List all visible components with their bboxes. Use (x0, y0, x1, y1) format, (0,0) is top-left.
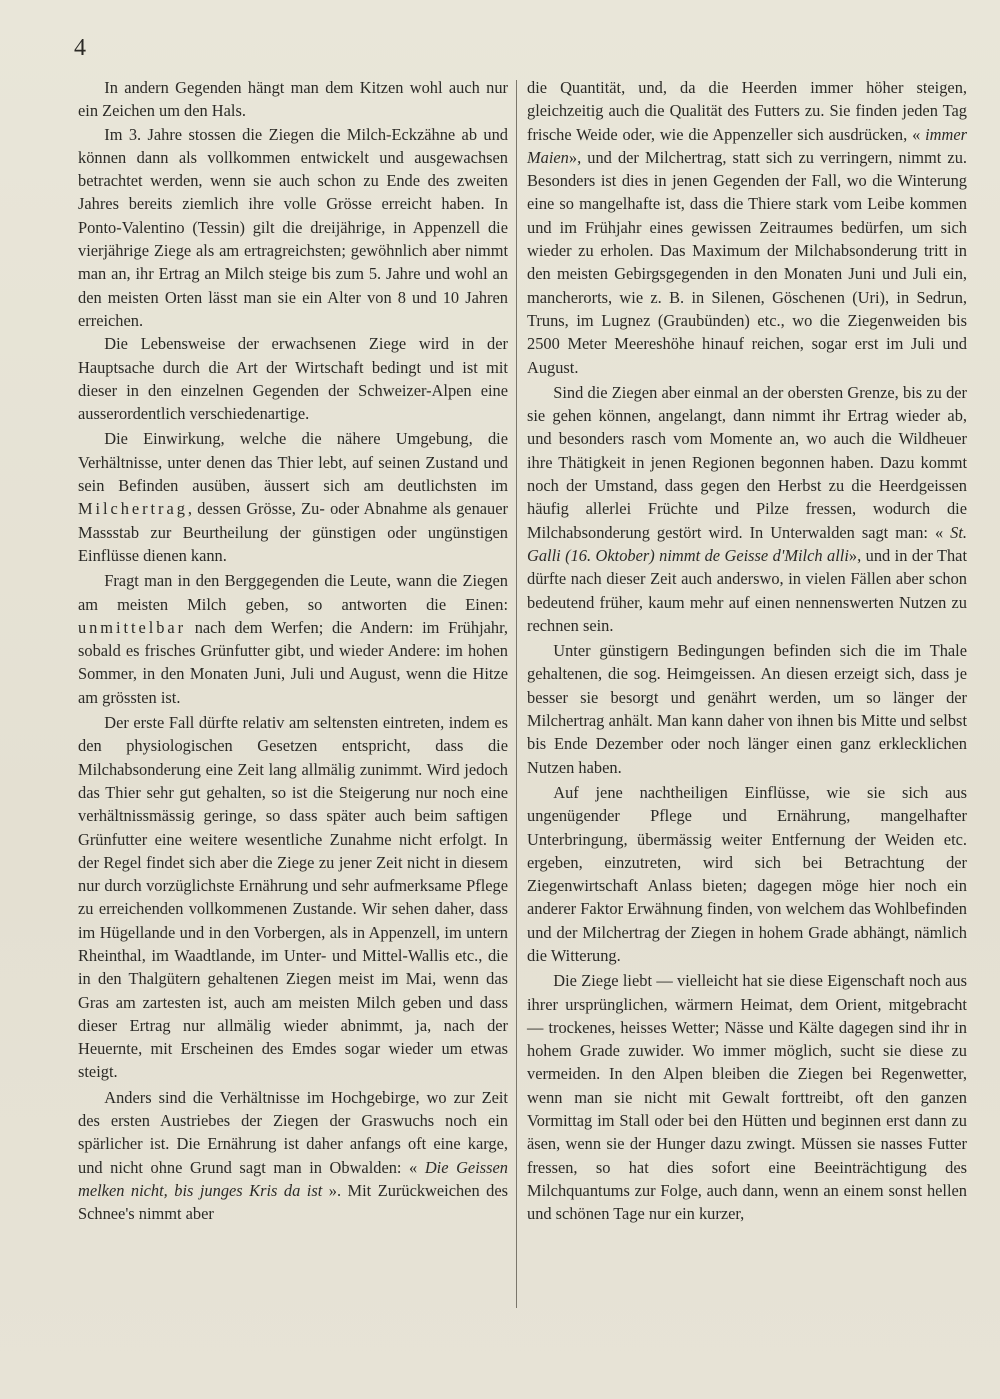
paragraph (527, 76, 967, 379)
quote: immer Maien (527, 124, 967, 167)
paragraph: Auf jene nachtheiligen Einflüsse, wie sie sich aus ungenügender Pflege und Ernährung, mangelhafter Unterbringung, übermässig weiter Entfernung der Weiden etc. ergeben, einzutreten, wird sich bei Betrachtung der Ziegenwirtschaft Anlass bieten; dagegen möge hier noch ein anderer Faktor Erwähnung finden, von welchem das Wohlbefinden und der Milchertrag der Ziegen in hohem Grade abhängt, nämlich die Witterung. (527, 782, 967, 965)
text-run: nach dem Werfen; die Andern: im Frühjahr, sobald es frisches Grünfutter gibt, und wieder Andere: im hohen Sommer, in den Monaten Juni, Juli und August, wenn die Hitze am grössten ist. (78, 617, 508, 707)
text-run: die Quantität, und, da die Heerden immer höher steigen, gleichzeitig auch die Qualität des Futters zu. Sie finden jeden Tag frische Weide oder, wie die Appenzeller sich ausdrücken, « (527, 78, 967, 144)
text-run: », und in der That dürfte nach dieser Zeit auch anderswo, in vielen Fällen aber schon bedeutend früher, kaum mehr auf einen nennenswerten Nutzen zu rechnen sein. (527, 545, 968, 635)
column-divider (516, 80, 517, 1308)
text-run: ». Mit Zurückweichen des Schnee's nimmt aber (78, 1180, 508, 1224)
left-column (78, 76, 508, 1226)
quote: Die Geissen melken nicht, bis junges Kris da ist (78, 1157, 508, 1200)
spaced-term: Milchertrag (78, 499, 188, 519)
text-run: Die Einwirkung, welche die nähere Umgebung, die Verhältnisse, unter denen das Thier lebt, auf seinen Zustand und sein Befinden ausüben, äussert sich am deutlichsten im (78, 429, 508, 496)
page-number: 4 (74, 35, 86, 61)
text-run: , dessen Grösse, Zu- oder Abnahme als genauer Massstab zur Beurtheilung der günstigen oder ungünstigen Einflüsse dienen kann. (78, 499, 508, 565)
spaced-term: unmittelbar (78, 617, 187, 637)
paragraph: In andern Gegenden hängt man dem Kitzen wohl auch nur ein Zeichen um den Hals. (78, 78, 508, 121)
paragraph: Die Lebensweise der erwachsenen Ziege wird in der Hauptsache durch die Art der Wirtschaft bedingt und ist mit dieser in den einzelnen Gegenden der Schweizer-Alpen eine ausserordentlich verschiedenartige. (78, 334, 508, 424)
paragraph: Die Ziege liebt — vielleicht hat sie diese Eigenschaft noch aus ihrer ursprünglichen, wärmern Heimat, dem Orient, mitgebracht — trockenes, heisses Wetter; Nässe und Kälte dagegen sind ihr in hohem Grade zuwider. Wo immer möglich, sucht sie diese zu vermeiden. In den Alpen bleiben die Ziegen bei Regenwetter, wenn man sie nicht mit Gewalt forttreibt, oft den ganzen Vormittag im Stall oder bei den Hütten und beginnen erst dann zu äsen, wenn sie der Hunger dazu zwingt. Müssen sie nasses Futter fressen, so hat dies sofort eine Beeinträchtigung des Milchquantums zur Folge, auch dann, wenn an einem sonst hellen und schönen Tage nur ein kurzer, (527, 971, 967, 1224)
paragraph: Unter günstigern Bedingungen befinden sich die im Thale gehaltenen, die sog. Heimgeissen. An diesen erzeigt sich, dass je besser sie besorgt und genährt werden, um so länger der Milchertrag anhält. Man kann daher von ihnen bis Mitte und selbst bis Ende Dezember oder noch länger einen ganz erklecklichen Nutzen haben. (527, 641, 967, 777)
paragraph (78, 569, 508, 709)
right-column (527, 76, 967, 1226)
text-run: Sind die Ziegen aber einmal an der obersten Grenze, bis zu der sie gehen können, angelangt, dann nimmt ihr Ertrag wieder ab, und besonders rasch vom Momente an, wo auch die Wildheuer ihre Thätigkeit in jenen Regionen begonnen haben. Dazu kommt noch der Umstand, dass gegen den Herbst zu die Heerdgeissen häufig allerlei Früchte und Pilze fressen, wodurch die Milchabsonderung gestört wird. In Unterwalden sagt man: « (527, 382, 967, 542)
paragraph: Der erste Fall dürfte relativ am seltensten eintreten, indem es den physiologischen Gesetzen entspricht, dass die Milchabsonderung eine Zeit lang allmälig zunimmt. Wird jedoch das Thier sehr gut gehalten, so ist die Steigerung nur noch eine verhältnissmässig geringe, so dass später auch beim saftigen Grünfutter eine weitere wesentliche Zunahme nicht erfolgt. In der Regel findet sich aber die Ziege zu jener Zeit nicht in diesem nur durch vorzüglichste Ernährung und sehr aufmerksame Pflege zu erreichenden vollkommenen Zustande. Wir sehen daher, dass im Hügellande und in den Vorbergen, als in Appenzell, im untern Rheinthal, im Waadtlande, im Unter- und Mittel-Wallis etc., die in den Thalgütern gehaltenen Ziegen meist im Mai, wenn das Gras am zartesten ist, auch am meisten Milch geben und dass dieser Ertrag nur allmälig wieder abnimmt, ja, nach der Heuernte, mit Erscheinen des Emdes sogar wieder um etwas steigt. (78, 713, 508, 1082)
text-run: », und der Milchertrag, statt sich zu verringern, nimmt zu. Besonders ist dies in jenen Gegenden der Fall, wo die Winterung eine so mangelhafte ist, dass die Thiere stark vom Leibe kommen und im Frühjahr eines gewissen Zeitraumes bedürfen, um sich wieder zu erholen. Das Maximum der Milchabsonderung tritt in den meisten Gebirgsgegenden in den Monaten Juni und Juli ein, mancherorts, wie z. B. in Silenen, Göschenen (Uri), in Sedrun, Truns, im Lugnez (Graubünden) etc., wo die Ziegenweiden bis 2500 Meter Meereshöhe hinauf reichen, sogar erst im Juli und August. (527, 147, 967, 377)
paragraph: Im 3. Jahre stossen die Ziegen die Milch-Eckzähne ab und können dann als vollkommen entwickelt und ausgewachsen betrachtet werden, wenn sie auch schon zu Ende des zweiten Jahres bereits ziemlich ihre volle Grösse erreicht haben. In Ponto-Valentino (Tessin) gilt die dreijährige, in Appenzell die vierjährige Ziege als am ertragreichsten; gewöhnlich aber nimmt man an, ihr Ertrag an Milch steige bis zum 5. Jahre und wohl an den meisten Orten lässt man sie ein Alter von 8 und 10 Jahren erreichen. (78, 124, 508, 330)
paragraph (78, 1086, 508, 1226)
text-run: Anders sind die Verhältnisse im Hochgebirge, wo zur Zeit des ersten Austriebes der Ziegen der Graswuchs noch ein spärlicher ist. Die Ernährung ist daher anfangs oft eine karge, und nicht ohne Grund sagt man in Obwalden: « (78, 1087, 508, 1177)
quote: St. Galli (16. Oktober) nimmt de Geisse d'Milch alli (527, 522, 967, 565)
paragraph (527, 381, 967, 637)
text-run: Fragt man in den Berggegenden die Leute, wann die Ziegen am meisten Milch geben, so antworten die Einen: (78, 571, 508, 614)
paragraph (78, 427, 508, 567)
